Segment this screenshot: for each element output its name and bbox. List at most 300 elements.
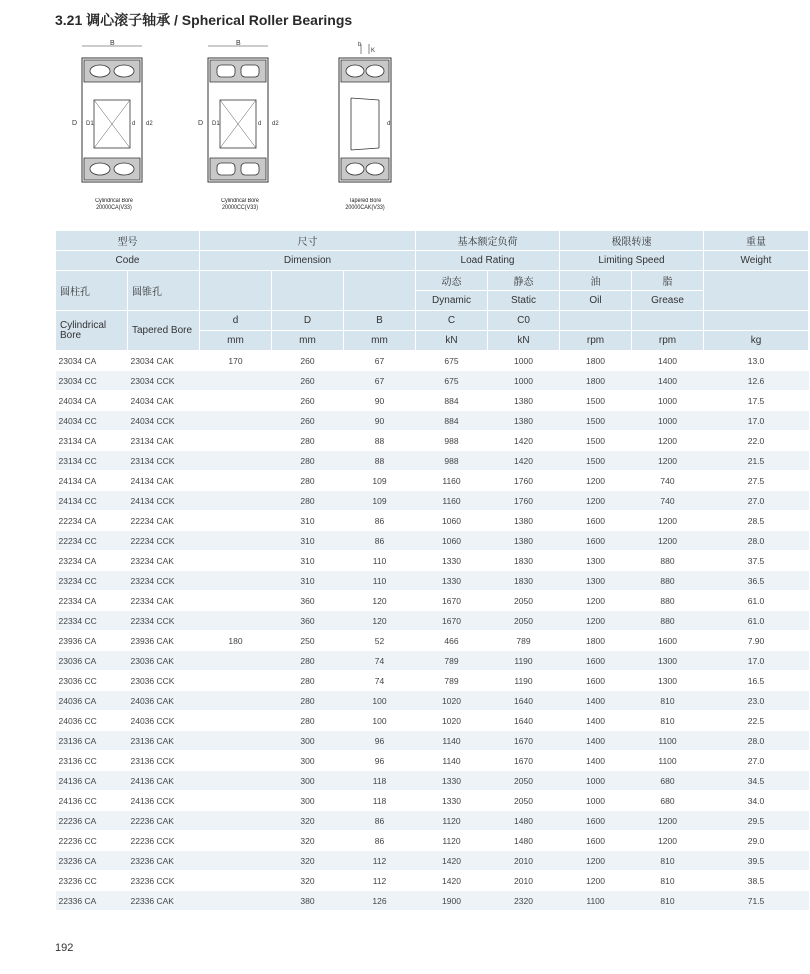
table-cell: 1200 bbox=[560, 611, 632, 631]
header-tap: Tapered Bore bbox=[128, 311, 200, 351]
table-row bbox=[56, 431, 809, 451]
table-row bbox=[56, 451, 809, 471]
unit-d: mm bbox=[200, 331, 272, 351]
table-cell bbox=[200, 651, 272, 671]
header-code-cn: 型号 bbox=[56, 231, 200, 251]
header-dim: Dimension bbox=[200, 251, 416, 271]
table-cell: 112 bbox=[344, 871, 416, 891]
table-cell: 1200 bbox=[632, 831, 704, 851]
table-row bbox=[56, 511, 809, 531]
header-row-sub-cn bbox=[56, 271, 809, 291]
table-cell: 1200 bbox=[560, 491, 632, 511]
table-cell: 90 bbox=[344, 411, 416, 431]
table-row bbox=[56, 751, 809, 771]
table-row bbox=[56, 711, 809, 731]
table-cell: 22334 CCK bbox=[128, 611, 200, 631]
table-cell: 24136 CCK bbox=[128, 791, 200, 811]
table-cell: 1600 bbox=[560, 531, 632, 551]
header-speed-cn: 极限转速 bbox=[560, 231, 704, 251]
table-cell: 1400 bbox=[560, 711, 632, 731]
table-cell: 23234 CC bbox=[56, 571, 128, 591]
table-cell: 23236 CC bbox=[56, 871, 128, 891]
table-cell: 380 bbox=[272, 891, 344, 911]
bearing-drawing-tapered-cak bbox=[325, 40, 415, 190]
table-cell: 24134 CC bbox=[56, 491, 128, 511]
table-cell: 23236 CAK bbox=[128, 851, 200, 871]
dim-label-D1: D1 bbox=[86, 121, 94, 127]
table-cell: 120 bbox=[344, 591, 416, 611]
table-cell bbox=[200, 431, 272, 451]
unit-oil: rpm bbox=[560, 331, 632, 351]
header-row-en bbox=[56, 251, 809, 271]
table-cell: 17.0 bbox=[704, 651, 809, 671]
header-B: B bbox=[344, 311, 416, 331]
table-cell: 1670 bbox=[416, 591, 488, 611]
table-cell: 1800 bbox=[560, 631, 632, 651]
header-speed: Limiting Speed bbox=[560, 251, 704, 271]
dim-label-d: d bbox=[258, 121, 262, 127]
table-cell: 1300 bbox=[632, 651, 704, 671]
table-cell: 24036 CAK bbox=[128, 691, 200, 711]
table-cell: 320 bbox=[272, 851, 344, 871]
table-cell: 280 bbox=[272, 471, 344, 491]
header-stat: Static bbox=[488, 291, 560, 311]
table-cell bbox=[200, 671, 272, 691]
table-cell: 810 bbox=[632, 691, 704, 711]
table-cell: 880 bbox=[632, 551, 704, 571]
table-cell: 23236 CCK bbox=[128, 871, 200, 891]
table-cell: 360 bbox=[272, 611, 344, 631]
table-cell: 988 bbox=[416, 451, 488, 471]
table-cell bbox=[200, 791, 272, 811]
table-cell: 280 bbox=[272, 691, 344, 711]
table-cell: 260 bbox=[272, 411, 344, 431]
table-cell: 22236 CA bbox=[56, 811, 128, 831]
unit-C0: kN bbox=[488, 331, 560, 351]
table-cell: 740 bbox=[632, 471, 704, 491]
header-tap-cn: 圆锥孔 bbox=[128, 271, 200, 311]
table-cell: 23136 CA bbox=[56, 731, 128, 751]
table-row bbox=[56, 391, 809, 411]
table-cell: 1830 bbox=[488, 571, 560, 591]
table-cell: 880 bbox=[632, 571, 704, 591]
table-cell: 1190 bbox=[488, 651, 560, 671]
table-cell: 1420 bbox=[416, 851, 488, 871]
table-cell: 280 bbox=[272, 651, 344, 671]
table-cell: 23936 CA bbox=[56, 631, 128, 651]
unit-grease: rpm bbox=[632, 331, 704, 351]
table-cell: 88 bbox=[344, 431, 416, 451]
dim-label-D: D bbox=[72, 120, 78, 127]
dim-label-K: K bbox=[371, 48, 376, 54]
table-cell: 320 bbox=[272, 831, 344, 851]
table-cell: 1000 bbox=[632, 391, 704, 411]
table-cell bbox=[200, 751, 272, 771]
table-cell bbox=[200, 611, 272, 631]
table-cell: 22234 CC bbox=[56, 531, 128, 551]
table-cell: 789 bbox=[416, 651, 488, 671]
table-cell: 22.0 bbox=[704, 431, 809, 451]
table-cell: 118 bbox=[344, 771, 416, 791]
table-cell: 23234 CCK bbox=[128, 571, 200, 591]
dim-label-B: B bbox=[236, 40, 241, 47]
table-cell: 1600 bbox=[632, 631, 704, 651]
table-cell: 884 bbox=[416, 411, 488, 431]
table-cell: 675 bbox=[416, 351, 488, 371]
header-oil: Oil bbox=[560, 291, 632, 311]
table-cell: 1640 bbox=[488, 711, 560, 731]
table-cell: 260 bbox=[272, 371, 344, 391]
table-cell: 1200 bbox=[560, 471, 632, 491]
header-C: C bbox=[416, 311, 488, 331]
table-cell: 1160 bbox=[416, 471, 488, 491]
table-cell: 1200 bbox=[632, 451, 704, 471]
table-cell: 24034 CAK bbox=[128, 391, 200, 411]
table-cell: 1020 bbox=[416, 711, 488, 731]
table-cell: 22336 CAK bbox=[128, 891, 200, 911]
table-row bbox=[56, 471, 809, 491]
table-cell: 1060 bbox=[416, 531, 488, 551]
header-weight-cn: 重量 bbox=[704, 231, 809, 251]
table-cell: 810 bbox=[632, 711, 704, 731]
header-C0: C0 bbox=[488, 311, 560, 331]
table-cell: 22236 CAK bbox=[128, 811, 200, 831]
table-cell bbox=[200, 731, 272, 751]
table-cell: 52 bbox=[344, 631, 416, 651]
header-row-symbols bbox=[56, 311, 809, 331]
table-cell: 23234 CA bbox=[56, 551, 128, 571]
header-dyn-cn: 动态 bbox=[416, 271, 488, 291]
table-cell: 24136 CA bbox=[56, 771, 128, 791]
table-cell: 24036 CCK bbox=[128, 711, 200, 731]
table-cell: 280 bbox=[272, 431, 344, 451]
table-cell: 1420 bbox=[488, 431, 560, 451]
header-grease-cn: 脂 bbox=[632, 271, 704, 291]
table-row bbox=[56, 871, 809, 891]
table-cell: 1000 bbox=[560, 791, 632, 811]
bearing-drawing-cylindrical-ca bbox=[70, 40, 160, 190]
table-cell: 1200 bbox=[560, 851, 632, 871]
table-cell: 1060 bbox=[416, 511, 488, 531]
table-cell bbox=[200, 771, 272, 791]
table-cell: 675 bbox=[416, 371, 488, 391]
table-cell: 110 bbox=[344, 551, 416, 571]
table-cell: 988 bbox=[416, 431, 488, 451]
table-row bbox=[56, 691, 809, 711]
table-cell: 2050 bbox=[488, 611, 560, 631]
table-cell: 1190 bbox=[488, 671, 560, 691]
table-cell: 24134 CCK bbox=[128, 491, 200, 511]
table-cell: 300 bbox=[272, 791, 344, 811]
table-cell: 1670 bbox=[416, 611, 488, 631]
table-cell: 37.5 bbox=[704, 551, 809, 571]
table-cell: 1000 bbox=[560, 771, 632, 791]
table-cell: 12.6 bbox=[704, 371, 809, 391]
table-cell: 74 bbox=[344, 651, 416, 671]
header-D: D bbox=[272, 311, 344, 331]
table-cell: 280 bbox=[272, 711, 344, 731]
figure-caption-3: Tapered Bore 20000CAK(V33) bbox=[345, 198, 385, 211]
table-cell: 22.5 bbox=[704, 711, 809, 731]
table-cell: 320 bbox=[272, 811, 344, 831]
table-cell: 1400 bbox=[632, 371, 704, 391]
table-row bbox=[56, 631, 809, 651]
table-cell: 23036 CA bbox=[56, 651, 128, 671]
table-cell: 180 bbox=[200, 631, 272, 651]
table-cell: 22234 CA bbox=[56, 511, 128, 531]
table-cell: 250 bbox=[272, 631, 344, 651]
table-cell: 23136 CCK bbox=[128, 751, 200, 771]
table-cell bbox=[200, 471, 272, 491]
table-row bbox=[56, 531, 809, 551]
table-cell: 300 bbox=[272, 731, 344, 751]
table-cell: 22236 CCK bbox=[128, 831, 200, 851]
table-cell: 23134 CC bbox=[56, 451, 128, 471]
dim-label-d2: d2 bbox=[272, 121, 279, 127]
table-cell: 23134 CCK bbox=[128, 451, 200, 471]
table-cell: 23936 CAK bbox=[128, 631, 200, 651]
table-cell: 1380 bbox=[488, 411, 560, 431]
table-cell: 1480 bbox=[488, 811, 560, 831]
table-cell: 1500 bbox=[560, 431, 632, 451]
table-cell: 23036 CAK bbox=[128, 651, 200, 671]
table-cell: 260 bbox=[272, 391, 344, 411]
table-cell: 1400 bbox=[560, 731, 632, 751]
table-row bbox=[56, 411, 809, 431]
table-cell: 1640 bbox=[488, 691, 560, 711]
table-row bbox=[56, 351, 809, 371]
table-cell bbox=[200, 511, 272, 531]
table-cell: 74 bbox=[344, 671, 416, 691]
table-cell: 1200 bbox=[632, 431, 704, 451]
table-cell bbox=[200, 371, 272, 391]
table-cell: 23034 CAK bbox=[128, 351, 200, 371]
header-grease: Grease bbox=[632, 291, 704, 311]
table-cell bbox=[200, 451, 272, 471]
header-cyl-cn: 圆柱孔 bbox=[56, 271, 128, 311]
header-stat-cn: 静态 bbox=[488, 271, 560, 291]
table-row bbox=[56, 491, 809, 511]
table-cell: 280 bbox=[272, 671, 344, 691]
table-cell bbox=[200, 891, 272, 911]
table-cell: 112 bbox=[344, 851, 416, 871]
table-cell: 170 bbox=[200, 351, 272, 371]
dim-label-D1: D1 bbox=[212, 121, 220, 127]
table-cell: 22234 CAK bbox=[128, 511, 200, 531]
table-cell: 1760 bbox=[488, 491, 560, 511]
table-cell: 86 bbox=[344, 831, 416, 851]
table-cell: 21.5 bbox=[704, 451, 809, 471]
table-cell: 2050 bbox=[488, 771, 560, 791]
table-body bbox=[56, 351, 809, 911]
table-cell: 22236 CC bbox=[56, 831, 128, 851]
table-cell: 810 bbox=[632, 871, 704, 891]
table-cell: 16.5 bbox=[704, 671, 809, 691]
table-cell bbox=[200, 871, 272, 891]
table-cell: 1830 bbox=[488, 551, 560, 571]
table-cell: 1600 bbox=[560, 831, 632, 851]
table-cell: 24034 CC bbox=[56, 411, 128, 431]
bearing-drawing-cylindrical-cc bbox=[196, 40, 286, 190]
table-cell: 2050 bbox=[488, 791, 560, 811]
table-cell: 23234 CAK bbox=[128, 551, 200, 571]
table-cell: 23136 CC bbox=[56, 751, 128, 771]
table-cell bbox=[200, 531, 272, 551]
table-row bbox=[56, 611, 809, 631]
table-cell: 1000 bbox=[488, 371, 560, 391]
figure-caption-1: Cylindrical Bore 20000CA(V33) bbox=[95, 198, 133, 211]
table-cell: 1300 bbox=[632, 671, 704, 691]
table-cell: 1160 bbox=[416, 491, 488, 511]
table-cell: 109 bbox=[344, 491, 416, 511]
table-cell: 23034 CA bbox=[56, 351, 128, 371]
table-row bbox=[56, 371, 809, 391]
table-cell: 17.0 bbox=[704, 411, 809, 431]
table-cell bbox=[200, 571, 272, 591]
table-cell bbox=[200, 591, 272, 611]
table-cell: 1000 bbox=[488, 351, 560, 371]
table-cell: 680 bbox=[632, 791, 704, 811]
table-cell: 24036 CA bbox=[56, 691, 128, 711]
table-cell: 24134 CA bbox=[56, 471, 128, 491]
unit-B: mm bbox=[344, 331, 416, 351]
dim-label-d2: d2 bbox=[146, 121, 153, 127]
table-cell: 1400 bbox=[560, 751, 632, 771]
table-cell: 24136 CC bbox=[56, 791, 128, 811]
table-row bbox=[56, 831, 809, 851]
table-cell: 880 bbox=[632, 591, 704, 611]
unit-D: mm bbox=[272, 331, 344, 351]
table-cell: 1600 bbox=[560, 811, 632, 831]
table-cell bbox=[200, 391, 272, 411]
table-cell: 22334 CC bbox=[56, 611, 128, 631]
table-cell: 28.5 bbox=[704, 511, 809, 531]
table-cell: 100 bbox=[344, 711, 416, 731]
table-row bbox=[56, 591, 809, 611]
table-cell: 88 bbox=[344, 451, 416, 471]
table-cell: 360 bbox=[272, 591, 344, 611]
table-row bbox=[56, 671, 809, 691]
table-cell: 23134 CAK bbox=[128, 431, 200, 451]
table-cell: 1200 bbox=[632, 531, 704, 551]
table-cell: 1330 bbox=[416, 571, 488, 591]
table-cell: 1330 bbox=[416, 771, 488, 791]
table-cell: 1200 bbox=[560, 871, 632, 891]
table-cell: 1400 bbox=[632, 351, 704, 371]
table-cell: 1900 bbox=[416, 891, 488, 911]
table-cell: 67 bbox=[344, 351, 416, 371]
table-cell: 466 bbox=[416, 631, 488, 651]
table-cell: 23236 CA bbox=[56, 851, 128, 871]
figure-caption-2: Cylindrical Bore 20000CC(V33) bbox=[221, 198, 259, 211]
table-row bbox=[56, 571, 809, 591]
table-cell: 86 bbox=[344, 531, 416, 551]
table-cell: 320 bbox=[272, 871, 344, 891]
table-cell: 1420 bbox=[416, 871, 488, 891]
dim-label-d: d bbox=[132, 121, 136, 127]
header-load: Load Rating bbox=[416, 251, 560, 271]
table-row bbox=[56, 851, 809, 871]
table-cell: 100 bbox=[344, 691, 416, 711]
header-code: Code bbox=[56, 251, 200, 271]
table-cell: 2320 bbox=[488, 891, 560, 911]
table-row bbox=[56, 811, 809, 831]
table-cell: 86 bbox=[344, 811, 416, 831]
table-cell: 22234 CCK bbox=[128, 531, 200, 551]
table-cell: 1600 bbox=[560, 671, 632, 691]
table-cell bbox=[200, 691, 272, 711]
table-row bbox=[56, 551, 809, 571]
table-cell: 90 bbox=[344, 391, 416, 411]
table-cell: 34.5 bbox=[704, 771, 809, 791]
table-cell: 1140 bbox=[416, 751, 488, 771]
table-cell: 96 bbox=[344, 731, 416, 751]
table-cell: 1670 bbox=[488, 751, 560, 771]
table-cell: 310 bbox=[272, 571, 344, 591]
header-dyn: Dynamic bbox=[416, 291, 488, 311]
table-cell: 71.5 bbox=[704, 891, 809, 911]
table-cell: 1380 bbox=[488, 531, 560, 551]
table-cell: 880 bbox=[632, 611, 704, 631]
table-cell: 13.0 bbox=[704, 351, 809, 371]
table-cell: 1100 bbox=[560, 891, 632, 911]
table-cell: 1420 bbox=[488, 451, 560, 471]
table-cell: 1600 bbox=[560, 651, 632, 671]
table-cell: 23036 CC bbox=[56, 671, 128, 691]
table-cell: 1200 bbox=[632, 811, 704, 831]
table-cell: 1800 bbox=[560, 351, 632, 371]
dim-label-B: B bbox=[110, 40, 115, 47]
table-cell: 27.0 bbox=[704, 751, 809, 771]
table-cell: 28.0 bbox=[704, 731, 809, 751]
table-cell: 22336 CA bbox=[56, 891, 128, 911]
table-cell: 1330 bbox=[416, 791, 488, 811]
table-cell: 1480 bbox=[488, 831, 560, 851]
table-cell: 24036 CC bbox=[56, 711, 128, 731]
table-cell: 86 bbox=[344, 511, 416, 531]
table-cell: 24136 CAK bbox=[128, 771, 200, 791]
table-cell: 1500 bbox=[560, 411, 632, 431]
table-cell: 24134 CAK bbox=[128, 471, 200, 491]
table-cell: 789 bbox=[416, 671, 488, 691]
table-cell: 1380 bbox=[488, 391, 560, 411]
table-row bbox=[56, 771, 809, 791]
table-cell: 27.5 bbox=[704, 471, 809, 491]
table-cell: 1100 bbox=[632, 751, 704, 771]
table-cell: 1300 bbox=[560, 571, 632, 591]
table-cell: 2010 bbox=[488, 851, 560, 871]
page-number: 192 bbox=[55, 942, 74, 954]
table-row bbox=[56, 891, 809, 911]
table-cell: 1020 bbox=[416, 691, 488, 711]
unit-C: kN bbox=[416, 331, 488, 351]
table-cell bbox=[200, 831, 272, 851]
table-cell: 120 bbox=[344, 611, 416, 631]
table-cell: 260 bbox=[272, 351, 344, 371]
table-cell: 1140 bbox=[416, 731, 488, 751]
table-cell: 23034 CC bbox=[56, 371, 128, 391]
table-cell: 810 bbox=[632, 851, 704, 871]
table-cell bbox=[200, 811, 272, 831]
table-cell: 300 bbox=[272, 751, 344, 771]
table-cell: 23034 CCK bbox=[128, 371, 200, 391]
dim-label-D: D bbox=[198, 120, 204, 127]
table-cell: 280 bbox=[272, 491, 344, 511]
table-cell: 29.5 bbox=[704, 811, 809, 831]
table-cell: 1800 bbox=[560, 371, 632, 391]
header-cyl: Cylindrical Bore bbox=[56, 311, 128, 351]
table-cell: 34.0 bbox=[704, 791, 809, 811]
